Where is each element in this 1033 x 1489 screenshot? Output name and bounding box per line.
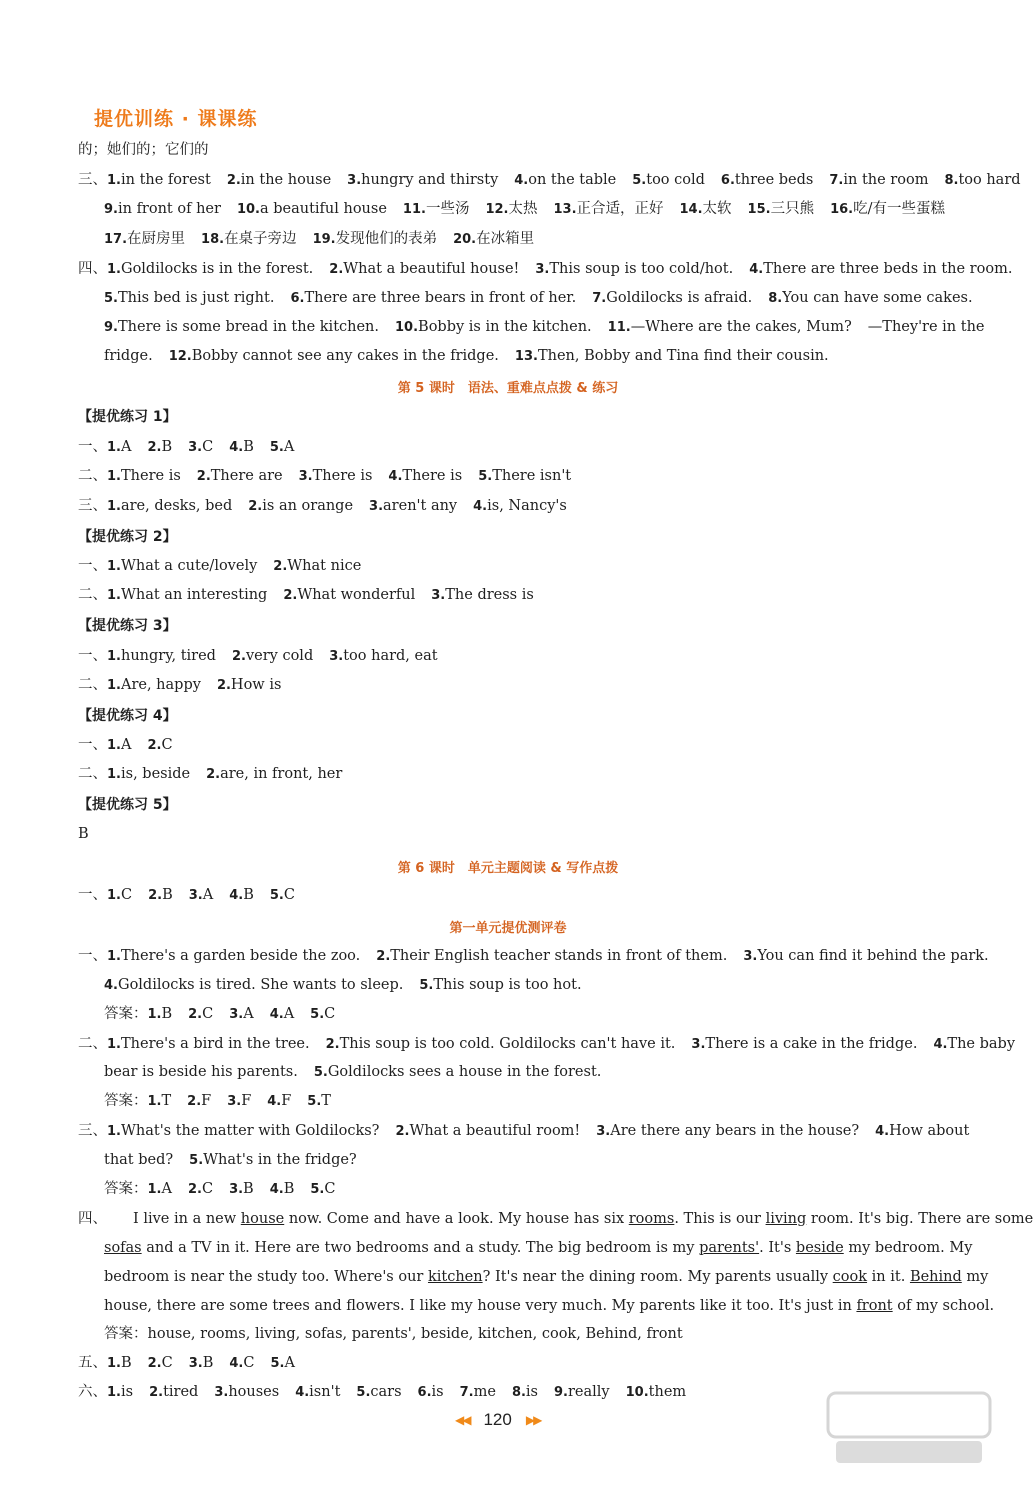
answer-line: 二、1.There's a bird in the tree. 2.This soup is too cold. Goldilocks can't have it. 3.There is a cake in the fridge. 4.The baby — [78, 1036, 1016, 1052]
answer-line: 17.在厨房里 18.在桌子旁边 19.发现他们的表弟 20.在冰箱里 — [104, 231, 535, 247]
practice-heading: 【提优练习 5】 — [78, 797, 177, 813]
page-header: 提优训练 · 课课练 — [94, 108, 258, 130]
passage-line: house, there are some trees and flowers. I like my house very much. My parents like it too. It's just in front of my school. — [104, 1298, 995, 1314]
answer-line: 一、1.A 2.B 3.C 4.B 5.A — [78, 439, 295, 455]
page-number: 120 — [483, 1410, 512, 1429]
right-arrows-icon: ▶▶ — [525, 1413, 541, 1427]
section-heading: 第 6 课时 单元主题阅读 & 写作点拨 — [397, 861, 619, 876]
answer-line: 四、1.Goldilocks is in the forest. 2.What a beautiful house! 3.This soup is too cold/hot. 4.There are three beds in the room. — [78, 261, 1013, 277]
watermark-logo — [824, 1389, 994, 1469]
practice-heading: 【提优练习 3】 — [78, 618, 177, 634]
answer-line: 三、1.are, desks, bed 2.is an orange 3.aren't any 4.is, Nancy's — [78, 498, 567, 514]
answer-line: 一、1.A 2.C — [78, 737, 173, 753]
answer-line: 5.This bed is just right. 6.There are three bears in front of her. 7.Goldilocks is afraid. 8.You can have some cakes. — [104, 290, 973, 306]
practice-heading: 【提优练习 4】 — [78, 708, 177, 724]
left-arrows-icon: ◀◀ — [455, 1413, 470, 1427]
answer-line: 答案：house, rooms, living, sofas, parents', beside, kitchen, cook, Behind, front — [104, 1326, 683, 1342]
answer-line: 答案：1.B 2.C 3.A 4.A 5.C — [104, 1006, 336, 1022]
answer-line: 答案：1.T 2.F 3.F 4.F 5.T — [104, 1093, 331, 1109]
answer-line: 六、1.is 2.tired 3.houses 4.isn't 5.cars 6.is 7.me 8.is 9.really 10.them — [78, 1384, 687, 1400]
answer-line: 一、1.hungry, tired 2.very cold 3.too hard, eat — [78, 648, 438, 664]
answer-line: 一、1.C 2.B 3.A 4.B 5.C — [78, 887, 295, 903]
passage-line: bedroom is near the study too. Where's our kitchen? It's near the dining room. My parents usually cook in it. Behind my — [104, 1269, 989, 1285]
answer-line: 五、1.B 2.C 3.B 4.C 5.A — [78, 1355, 295, 1371]
answer-line: 二、1.is, beside 2.are, in front, her — [78, 766, 343, 782]
answer-line: 9.There is some bread in the kitchen. 10.Bobby is in the kitchen. 11.—Where are the cakes, Mum? —They're in the — [104, 319, 985, 335]
answer-line: 二、1.What an interesting 2.What wonderful 3.The dress is — [78, 587, 534, 603]
answer-line: 一、1.There's a garden beside the zoo. 2.Their English teacher stands in front of them. 3.You can find it behind the park. — [78, 948, 989, 964]
section-heading: 第 5 课时 语法、重难点点拨 & 练习 — [397, 381, 619, 396]
answer-line: 三、1.What's the matter with Goldilocks? 2.What a beautiful room! 3.Are there any bears in the house? 4.How about — [78, 1123, 970, 1139]
text-line: 的；她们的；它们的 — [78, 142, 209, 158]
answer-line: B — [78, 826, 89, 842]
practice-heading: 【提优练习 2】 — [78, 529, 177, 545]
answer-line: 9.in front of her 10.a beautiful house 11.一些汤 12.太热 13.正合适，正好 14.太软 15.三只熊 16.吃/有一些蛋糕 — [104, 201, 945, 217]
section-heading: 第一单元提优测评卷 — [449, 921, 567, 936]
answer-line: 4.Goldilocks is tired. She wants to sleep. 5.This soup is too hot. — [104, 977, 582, 993]
answer-line: 二、1.Are, happy 2.How is — [78, 677, 282, 693]
answer-line: 一、1.What a cute/lovely 2.What nice — [78, 558, 362, 574]
answer-line: that bed? 5.What's in the fridge? — [104, 1152, 357, 1168]
passage-line: sofas and a TV in it. Here are two bedrooms and a study. The big bedroom is my parents'. It's beside my bedroom. My — [104, 1240, 973, 1256]
answer-line: bear is beside his parents. 5.Goldilocks sees a house in the forest. — [104, 1064, 602, 1080]
answer-line: 答案：1.A 2.C 3.B 4.B 5.C — [104, 1181, 336, 1197]
answer-line: 三、1.in the forest 2.in the house 3.hungry and thirsty 4.on the table 5.too cold 6.three beds 7.in the room 8.too hard — [78, 172, 1021, 188]
passage-line: 四、 I live in a new house now. Come and have a look. My house has six rooms. This is our living room. It's big. There are some — [78, 1211, 1033, 1227]
practice-heading: 【提优练习 1】 — [78, 409, 177, 425]
answer-line: 二、1.There is 2.There are 3.There is 4.There is 5.There isn't — [78, 468, 572, 484]
answer-line: fridge. 12.Bobby cannot see any cakes in the fridge. 13.Then, Bobby and Tina find their cousin. — [104, 348, 829, 364]
page-footer — [455, 1410, 540, 1430]
